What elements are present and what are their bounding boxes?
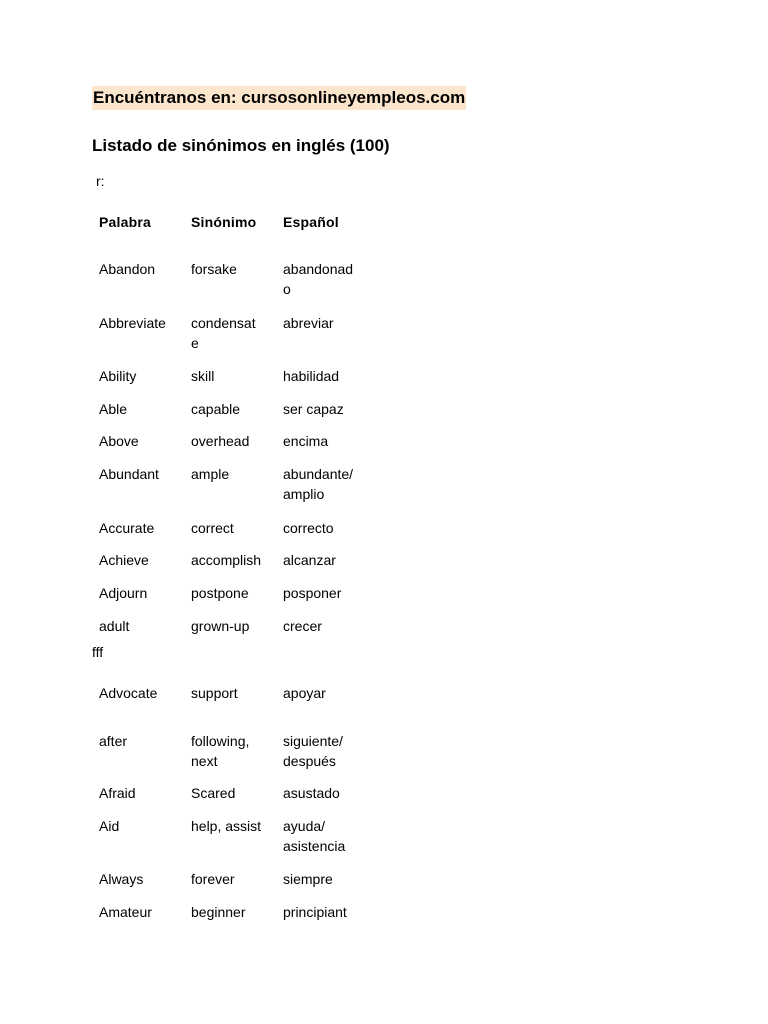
table-cell-spanish: encima: [283, 433, 329, 449]
table-cell-synonym: capable: [191, 401, 241, 417]
table-cell-word: Aid: [99, 818, 120, 834]
table-cell-spanish: principiant: [283, 904, 347, 920]
table-cell-word: Always: [99, 871, 144, 887]
table-cell-spanish: asustado: [283, 785, 340, 801]
column-header-word: Palabra: [99, 214, 151, 230]
table-cell-synonym: beginner: [191, 904, 246, 920]
table-cell-spanish: posponer: [283, 585, 342, 601]
table-cell-word: Afraid: [99, 785, 136, 801]
table-cell-synonym: forsake: [191, 261, 237, 277]
table-cell-word: Advocate: [99, 685, 158, 701]
table-cell-synonym: grown-up: [191, 618, 250, 634]
table-cell-word: Above: [99, 433, 139, 449]
table-cell-word: Accurate: [99, 520, 155, 536]
table-cell-word: Able: [99, 401, 128, 417]
table-cell-word: adult: [99, 618, 130, 634]
table-cell-word: after: [99, 733, 128, 749]
table-cell-spanish: alcanzar: [283, 552, 336, 568]
table-cell-spanish: ayuda/ asistencia: [283, 818, 346, 854]
table-cell-spanish: ser capaz: [283, 401, 344, 417]
table-cell-spanish: abandonad o: [283, 261, 354, 297]
table-cell-spanish: siempre: [283, 871, 333, 887]
table-cell-synonym: forever: [191, 871, 235, 887]
table-cell-word: Ability: [99, 368, 137, 384]
table-cell-synonym: accomplish: [191, 552, 262, 568]
table-cell-word: Adjourn: [99, 585, 148, 601]
table-cell-spanish: abundante/ amplio: [283, 466, 354, 502]
table-cell-word: Achieve: [99, 552, 149, 568]
table-cell-word: Amateur: [99, 904, 152, 920]
table-cell-spanish: habilidad: [283, 368, 340, 384]
table-cell-spanish: abreviar: [283, 315, 334, 331]
table-cell-word: Abandon: [99, 261, 156, 277]
table-cell-word: Abbreviate: [99, 315, 166, 331]
column-header-synonym: Sinónimo: [191, 214, 257, 230]
table-cell-spanish: crecer: [283, 618, 322, 634]
table-cell-word: Abundant: [99, 466, 159, 482]
table-cell-synonym: following, next: [191, 733, 250, 769]
table-cell-spanish: correcto: [283, 520, 334, 536]
table-cell-spanish: siguiente/ después: [283, 733, 343, 769]
table-cell-synonym: correct: [191, 520, 234, 536]
stray-text-middle: fff: [92, 644, 104, 660]
table-cell-synonym: support: [191, 685, 238, 701]
column-header-spanish: Español: [283, 214, 339, 230]
table-cell-synonym: help, assist: [191, 818, 262, 834]
stray-text-top: r:: [96, 173, 105, 189]
table-cell-synonym: Scared: [191, 785, 236, 801]
page-title: Listado de sinónimos en inglés (100): [92, 136, 390, 155]
table-cell-spanish: apoyar: [283, 685, 326, 701]
table-cell-synonym: condensat e: [191, 315, 256, 351]
table-cell-synonym: overhead: [191, 433, 250, 449]
table-cell-synonym: postpone: [191, 585, 249, 601]
table-cell-synonym: ample: [191, 466, 230, 482]
website-banner: Encuéntranos en: cursosonlineyempleos.com: [92, 86, 466, 110]
table-cell-synonym: skill: [191, 368, 215, 384]
